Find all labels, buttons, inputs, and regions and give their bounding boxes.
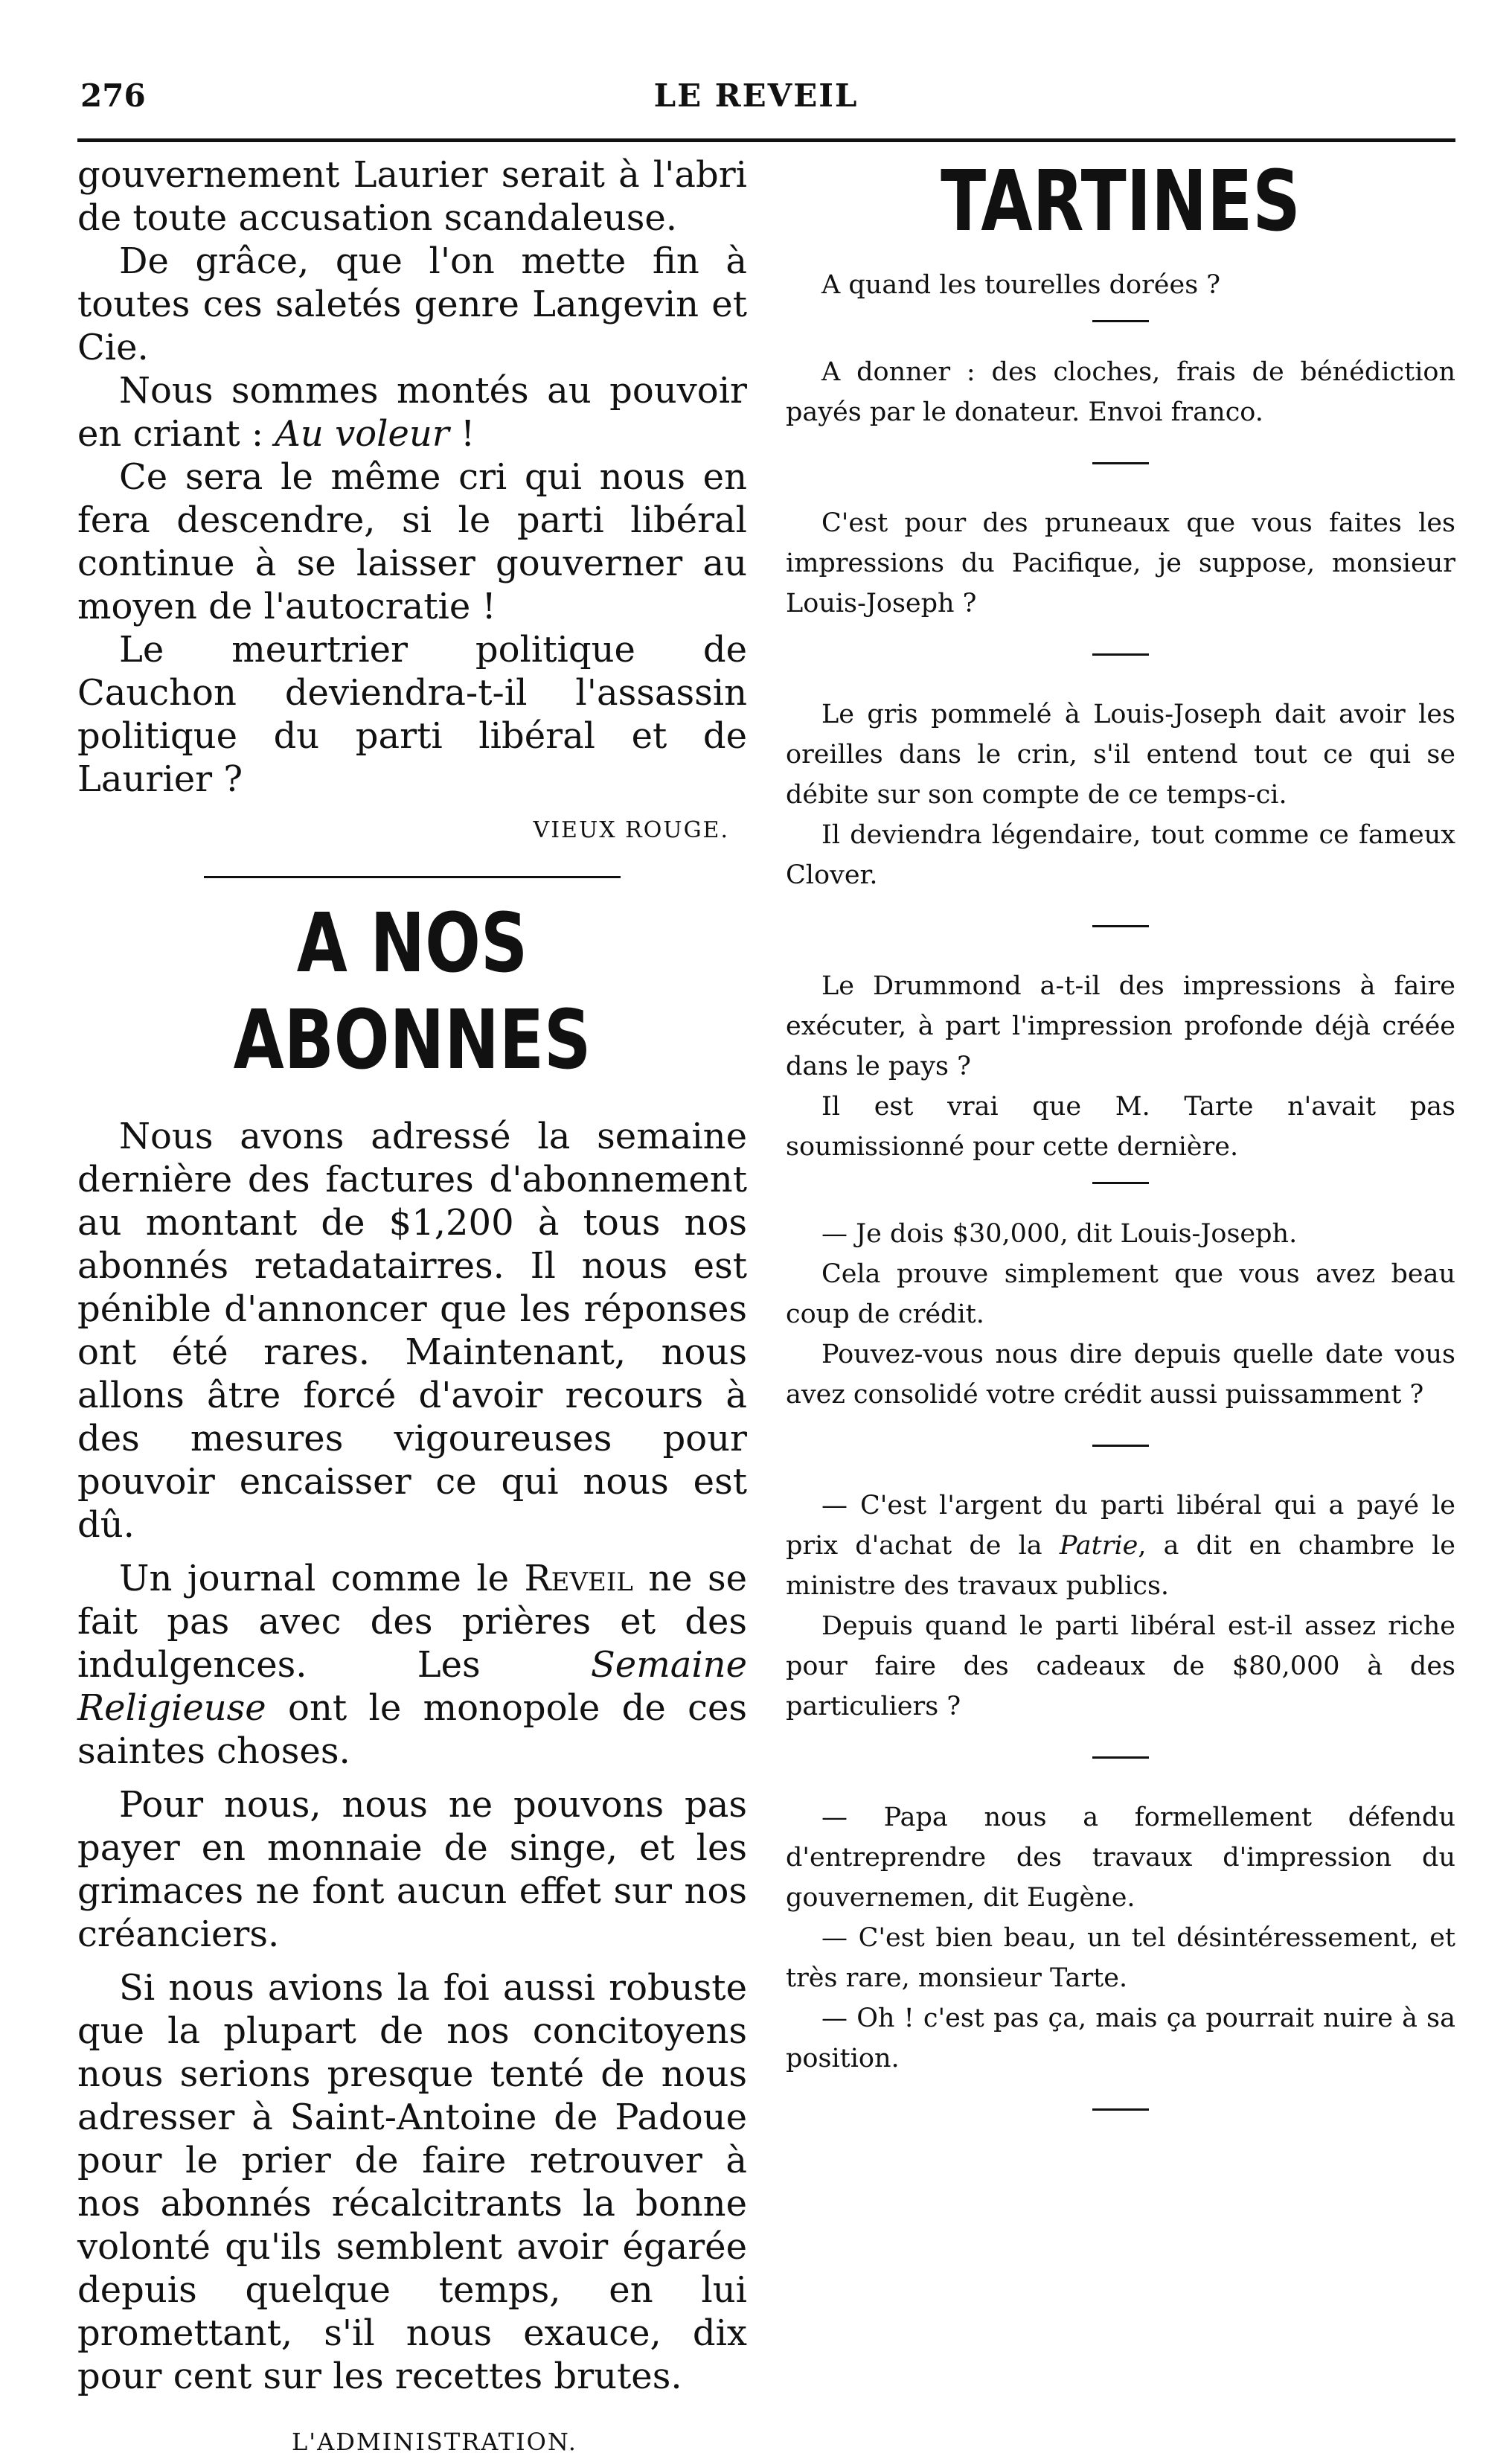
header-rule [77,138,1455,142]
tartine-8c: — Oh ! c'est pas ça, mais ça pourrait nuire à sa position. [786,2004,1455,2073]
tartine-8b: — C'est bien beau, un tel désintéressement, et très rare, monsieur Tarte. [786,1923,1455,1993]
item-divider [1092,320,1149,322]
abonnes-paragraph-1: Nous avons adressé la semaine dernière des factures d'abonnement au montant de $1,200 à tous nos abonnés retadatairres. Il nous est pénible d'annoncer que les réponses ont été rares. Maintenant, nous allons âtre forcé d'avoir recours à des mesures vigoureuses pour pouvoir encaisser ce qui nous est dû. [77,1116,747,1546]
abonnes-paragraph-2 [77,1557,747,1773]
continued-paragraph-1: gouvernement Laurier serait à l'abri de toute accusation scandaleuse. [77,154,747,239]
item-divider [1092,653,1149,656]
p3-text-b: ! [449,413,475,455]
abonnes-paragraph-3: Pour nous, nous ne pouvons pas payer en monnaie de singe, et les grimaces ne font aucun effet sur nos créanciers. [77,1784,747,1955]
tartine-3: C'est pour des pruneaux que vous faites les impressions du Pacifique, je suppose, monsieur Louis-Joseph ? [786,508,1455,618]
continued-paragraph-4: Ce sera le même cri qui nous en fera descendre, si le parti libéral continue à se laisser gouverner au moyen de l'autocratie ! [77,456,747,627]
tartine-8a: — Papa nous a formellement défendu d'entreprendre des travaux d'impression du gouvernemen, dit Eugène. [786,1803,1455,1913]
tartine-5b: Il est vrai que M. Tarte n'avait pas soumissionné pour cette dernière. [786,1092,1455,1162]
t7-text-b: , a dit en chambre le ministre des travaux publics. [786,1531,1455,1601]
item-divider [1092,462,1149,464]
tartine-4b: Il deviendra légendaire, tout comme ce fameux Clover. [786,820,1455,890]
tartine-4a: Le gris pommelé à Louis-Joseph dait avoir les oreilles dans le crin, s'il entend tout ce qui se débite sur son compte de ce temps-ci. [786,700,1455,810]
item-divider [1092,1756,1149,1759]
section-title-abonnes: A NOS ABONNES [233,895,592,1087]
continued-paragraph-3 [77,369,747,455]
right-column [786,153,1455,2149]
tartine-7a [786,1486,1455,1606]
item-divider [1092,1182,1149,1184]
continued-paragraph-5: Le meurtrier politique de Cauchon deviendra-t-il l'assassin politique du parti libéral et de Laurier ? [77,629,747,800]
p3-text-a: Nous sommes montés au pouvoir en criant : [77,370,747,455]
p-journal-c: ne se fait pas avec des prières et des indulgences. Les [77,1558,747,1686]
semaine-religieuse: Semaine Religieuse [77,1644,747,1729]
page-number: 276 [80,77,146,114]
tartine-2: A donner : des cloches, frais de bénédiction payés par le donateur. Envoi franco. [786,357,1455,427]
abonnes-paragraph-4: Si nous avions la foi aussi robuste que la plupart de nos concitoyens nous serions presque tenté de nous adresser à Saint-Antoine de Padoue pour le prier de faire retrouver à nos abonnés récalcitrants la bonne volonté qu'ils semblent avoir égarée depuis quelque temps, en lui promettant, s'il nous exauce, dix pour cent sur les recettes brutes. [77,1967,747,2397]
tartine-7b: Depuis quand le parti libéral est-il assez riche pour faire des cadeaux de $80,000 à des particuliers ? [786,1611,1455,1721]
tartine-6b: Cela prouve simplement que vous avez beau coup de crédit. [786,1259,1455,1329]
patrie-emphasis: Patrie [1059,1531,1138,1561]
signature-administration: L'ADMINISTRATION. [292,2428,577,2456]
section-divider [204,876,621,878]
journal-title: LE REVEIL [653,77,859,114]
end-divider [1092,2108,1149,2111]
tartine-6c: Pouvez-vous nous dire depuis quelle date vous avez consolidé votre crédit aussi puissamment ? [786,1340,1455,1410]
item-divider [1092,1445,1149,1447]
tartine-5a: Le Drummond a-t-il des impressions à faire exécuter, à part l'impression profonde déjà créée dans le pays ? [786,971,1455,1081]
p-journal-e: ont le monopole de ces saintes choses. [77,1687,747,1772]
p3-emphasis: Au voleur [275,413,449,455]
section-title-tartines: TARTINES [941,153,1301,250]
continued-paragraph-2: De grâce, que l'on mette fin à toutes ces saletés genre Langevin et Cie. [77,240,747,368]
p-journal-a: Un journal comme le [119,1558,525,1599]
t7-text-a: — C'est l'argent du parti libéral qui a payé le prix d'achat de la [786,1491,1455,1561]
left-column [77,153,747,2456]
journal-name-reveil: Reveil [524,1558,633,1599]
item-divider [1092,925,1149,927]
tartine-6a: — Je dois $30,000, dit Louis-Joseph. [821,1219,1298,1249]
signature-vieux-rouge: VIEUX ROUGE. [533,817,729,843]
tartine-1: A quand les tourelles dorées ? [821,270,1221,300]
